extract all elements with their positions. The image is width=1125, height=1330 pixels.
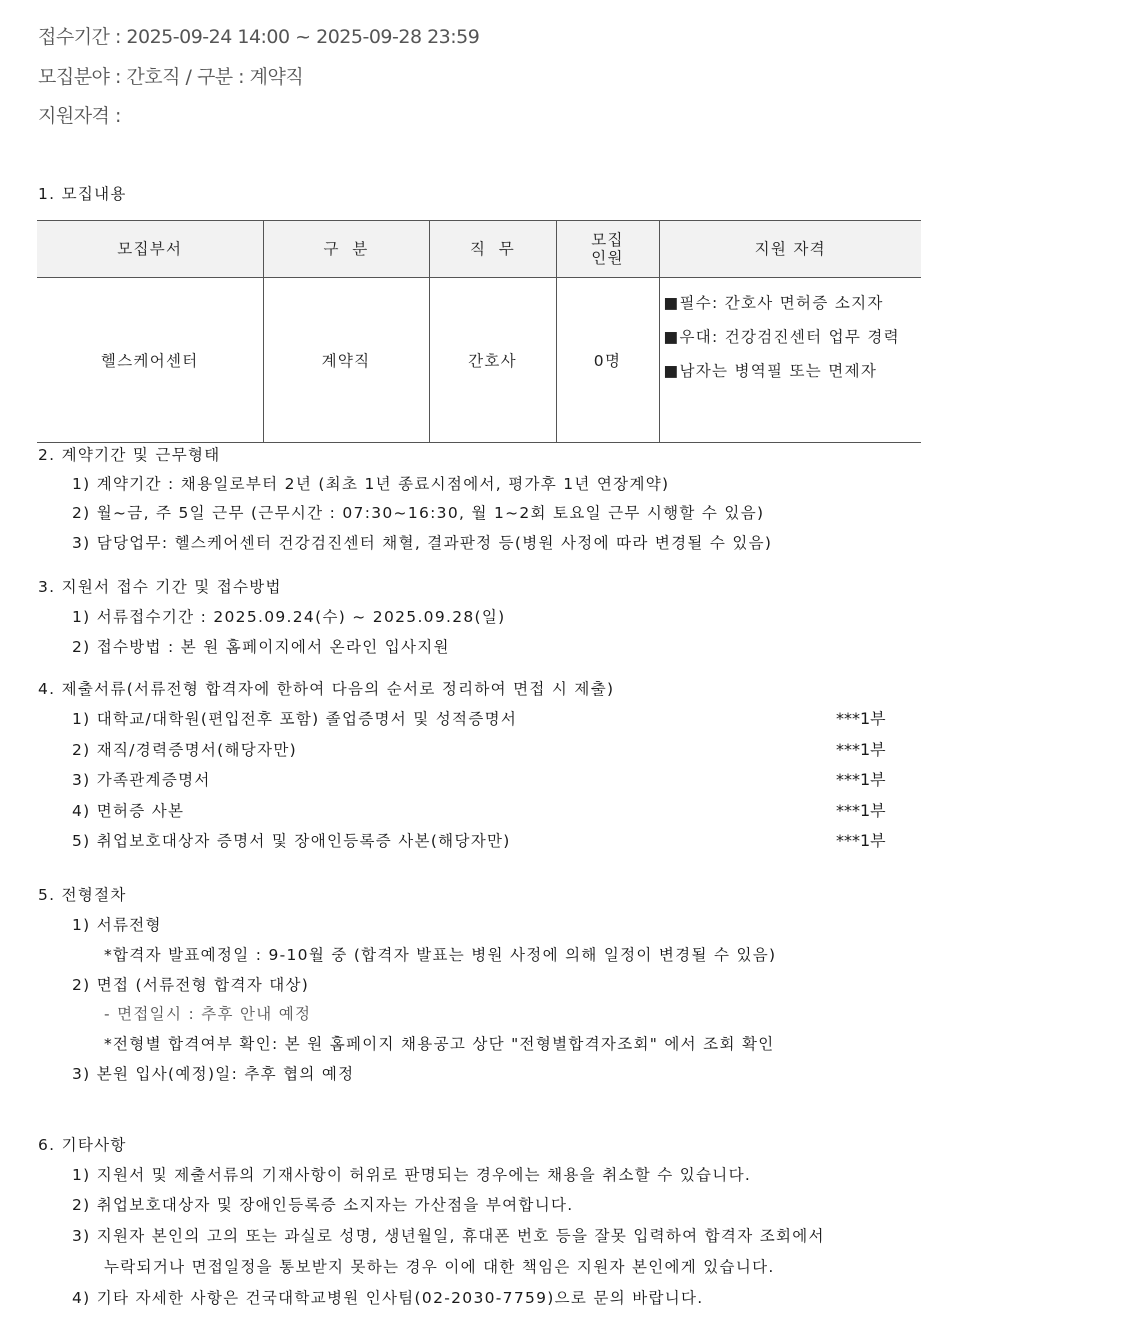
list-note: *합격자 발표예정일 : 9-10월 중 (합격자 발표는 병원 사정에 의해 일정이 변경될 수 있음) — [104, 946, 777, 964]
header-count-line1: 모집 — [591, 231, 624, 249]
table-row — [37, 278, 921, 443]
section-1-title: 1. 모집내용 — [38, 185, 127, 203]
document-item: 4) 면허증 사본 — [72, 802, 185, 820]
section-3-title: 3. 지원서 접수 기간 및 접수방법 — [38, 578, 282, 596]
cell-duty: 간호사 — [429, 278, 556, 443]
list-note: - 면접일시 : 추후 안내 예정 — [104, 1005, 312, 1023]
header-qual: 지원 자격 — [659, 221, 921, 278]
list-item: 2) 월~금, 주 5일 근무 (근무시간 : 07:30~16:30, 월 1~2회 토요일 근무 시행할 수 있음) — [72, 504, 765, 522]
cell-count: 0명 — [556, 278, 659, 443]
list-item: 1) 계약기간 : 채용일로부터 2년 (최초 1년 종료시점에서, 평가후 1년 연장계약) — [72, 475, 670, 493]
list-item: 1) 지원서 및 제출서류의 기재사항이 허위로 판명되는 경우에는 채용을 취소할 수 있습니다. — [72, 1166, 752, 1184]
section-2-title: 2. 계약기간 및 근무형태 — [38, 446, 221, 464]
header-count — [556, 221, 659, 278]
period-text: 접수기간 : 2025-09-24 14:00 ~ 2025-09-28 23:59 — [38, 26, 480, 48]
document-item: 5) 취업보호대상자 증명서 및 장애인등록증 사본(해당자만) — [72, 832, 511, 850]
qual-preferred: ■우대: 건강검진센터 업무 경력 — [663, 328, 900, 346]
qual-military: ■남자는 병역필 또는 면제자 — [663, 362, 878, 380]
list-item: 3) 지원자 본인의 고의 또는 과실로 성명, 생년월일, 휴대폰 번호 등을 잘못 입력하여 합격자 조회에서 — [72, 1227, 825, 1245]
document-item: 1) 대학교/대학원(편입전후 포함) 졸업증명서 및 성적증명서 — [72, 710, 518, 728]
list-item: 2) 취업보호대상자 및 장애인등록증 소지자는 가산점을 부여합니다. — [72, 1196, 574, 1214]
header-type: 구 분 — [263, 221, 429, 278]
list-note: *전형별 합격여부 확인: 본 원 홈페이지 채용공고 상단 "전형별합격자조회" 에서 조회 확인 — [104, 1035, 775, 1053]
document-copies: ***1부 — [836, 709, 886, 728]
field-text: 모집분야 : 간호직 / 구분 : 계약직 — [38, 66, 304, 88]
document-copies: ***1부 — [836, 801, 886, 820]
list-item: 1) 서류전형 — [72, 916, 162, 934]
list-item-continued: 누락되거나 면접일정을 통보받지 못하는 경우 이에 대한 책임은 지원자 본인에게 있습니다. — [104, 1258, 775, 1276]
list-item: 4) 기타 자세한 사항은 건국대학교병원 인사팀(02-2030-7759)으로 문의 바랍니다. — [72, 1289, 704, 1307]
cell-dept: 헬스케어센터 — [37, 278, 263, 443]
cell-qual — [659, 278, 921, 443]
header-dept: 모집부서 — [37, 221, 263, 278]
document-copies: ***1부 — [836, 740, 886, 759]
document-copies: ***1부 — [836, 831, 886, 850]
document-item: 3) 가족관계증명서 — [72, 771, 211, 789]
qual-required: ■필수: 간호사 면허증 소지자 — [663, 294, 884, 312]
recruit-table — [37, 220, 921, 443]
list-item: 2) 면접 (서류전형 합격자 대상) — [72, 976, 310, 994]
cell-type: 계약직 — [263, 278, 429, 443]
qualification-text: 지원자격 : — [38, 105, 121, 127]
section-6-title: 6. 기타사항 — [38, 1136, 127, 1154]
section-5-title: 5. 전형절차 — [38, 886, 127, 904]
header-count-line2: 인원 — [591, 249, 624, 267]
list-item: 1) 서류접수기간 : 2025.09.24(수) ~ 2025.09.28(일) — [72, 608, 506, 626]
section-4-title: 4. 제출서류(서류전형 합격자에 한하여 다음의 순서로 정리하여 면접 시 제출) — [38, 680, 615, 698]
list-item: 3) 담당업무: 헬스케어센터 건강검진센터 채혈, 결과판정 등(병원 사정에 따라 변경될 수 있음) — [72, 534, 773, 552]
list-item: 2) 접수방법 : 본 원 홈페이지에서 온라인 입사지원 — [72, 638, 450, 656]
document-copies: ***1부 — [836, 770, 886, 789]
list-item: 3) 본원 입사(예정)일: 추후 협의 예정 — [72, 1065, 355, 1083]
table-header-row — [37, 221, 921, 278]
document-item: 2) 재직/경력증명서(해당자만) — [72, 741, 297, 759]
header-duty: 직 무 — [429, 221, 556, 278]
